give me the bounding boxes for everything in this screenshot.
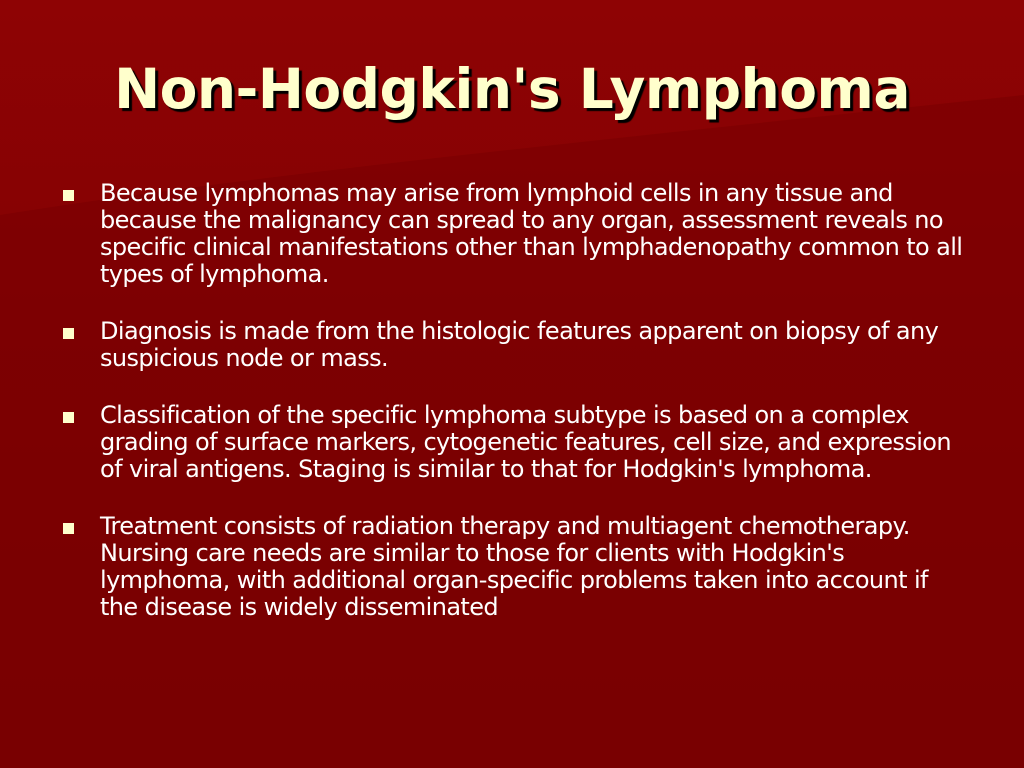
square-bullet-icon <box>63 412 74 423</box>
bullet-text: Diagnosis is made from the histologic features apparent on biopsy of any suspicious node or mass. <box>100 317 939 372</box>
bullet-text: Classification of the specific lymphoma subtype is based on a complex grading of surface markers, cytogenetic features, cell size, and expression of viral antigens. Staging is similar to that for Hodgkin's lymphoma. <box>100 401 952 483</box>
bullet-text: Because lymphomas may arise from lymphoid cells in any tissue and because the malignancy can spread to any organ, assessment reveals no specific clinical manifestations other than lymphadenopathy common to all types of lymphoma. <box>100 179 963 288</box>
square-bullet-icon <box>63 328 74 339</box>
bullet-text: Treatment consists of radiation therapy and multiagent chemotherapy. Nursing care needs are similar to those for clients with Hodgkin's lymphoma, with additional organ-specific problems taken into account if the disease is widely disseminated <box>100 512 928 621</box>
bullet-item <box>60 318 965 372</box>
square-bullet-icon <box>63 190 74 201</box>
bullet-item <box>60 180 965 288</box>
bullet-item <box>60 402 965 483</box>
slide-title: Non-Hodgkin's Lymphoma <box>114 57 910 121</box>
square-bullet-icon <box>63 523 74 534</box>
bullet-list <box>60 180 965 621</box>
bullet-item <box>60 513 965 621</box>
